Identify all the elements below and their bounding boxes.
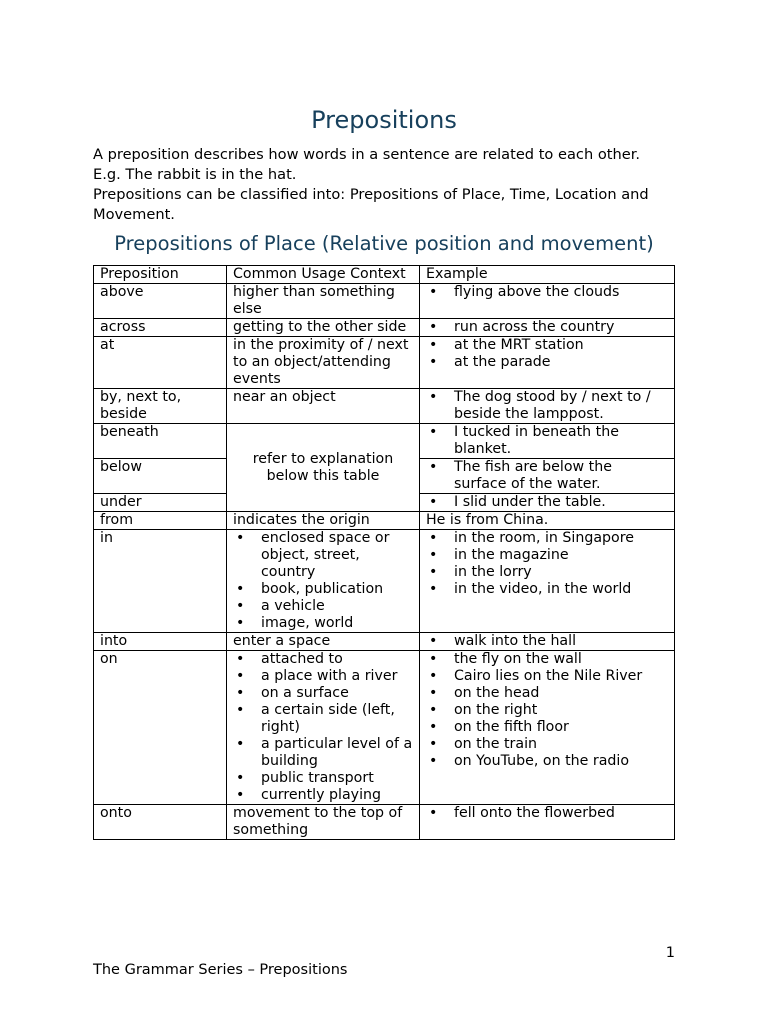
preposition-cell: from <box>94 512 227 530</box>
example-cell <box>420 424 675 459</box>
example-item: • in the lorry <box>426 564 668 581</box>
context-item: • public transport <box>233 770 413 787</box>
context-item: • a particular level of a building <box>233 736 413 770</box>
context-cell <box>227 651 420 805</box>
table-row <box>94 512 675 530</box>
table-row <box>94 284 675 319</box>
context-cell: indicates the origin <box>227 512 420 530</box>
example-cell <box>420 494 675 512</box>
context-cell-merged: refer to explanation below this table <box>227 424 420 512</box>
context-item: • a vehicle <box>233 598 413 615</box>
header-preposition: Preposition <box>94 266 227 284</box>
example-cell <box>420 633 675 651</box>
example-cell <box>420 319 675 337</box>
context-item: • a certain side (left, right) <box>233 702 413 736</box>
example-cell <box>420 284 675 319</box>
preposition-cell: into <box>94 633 227 651</box>
table-row <box>94 424 675 459</box>
preposition-cell: onto <box>94 805 227 840</box>
context-item: • image, world <box>233 615 413 632</box>
context-cell: in the proximity of / next to an object/attending events <box>227 337 420 389</box>
example-item: • I tucked in beneath the blanket. <box>426 424 668 458</box>
example-cell <box>420 459 675 494</box>
table-row <box>94 337 675 389</box>
table-row <box>94 633 675 651</box>
header-context: Common Usage Context <box>227 266 420 284</box>
prepositions-table <box>93 265 675 840</box>
page-title: Prepositions <box>311 106 457 134</box>
example-cell: He is from China. <box>420 512 675 530</box>
context-item: • currently playing <box>233 787 413 804</box>
example-item: • The fish are below the surface of the water. <box>426 459 668 493</box>
intro-line-example: E.g. The rabbit is in the hat. <box>93 166 297 183</box>
context-item: • attached to <box>233 651 413 668</box>
table-row <box>94 651 675 805</box>
table-row <box>94 805 675 840</box>
preposition-cell: by, next to, beside <box>94 389 227 424</box>
example-item: • on the fifth floor <box>426 719 668 736</box>
example-cell <box>420 337 675 389</box>
page-footer: The Grammar Series – Prepositions <box>93 962 348 978</box>
example-item: • fell onto the flowerbed <box>426 805 668 822</box>
intro-line-definition: A preposition describes how words in a sentence are related to each other. <box>93 146 641 163</box>
page-number: 1 <box>665 945 675 961</box>
context-cell: higher than something else <box>227 284 420 319</box>
example-item: • on the train <box>426 736 668 753</box>
example-item: • in the video, in the world <box>426 581 668 598</box>
example-item: • walk into the hall <box>426 633 668 650</box>
context-item: • on a surface <box>233 685 413 702</box>
example-item: • on YouTube, on the radio <box>426 753 668 770</box>
example-item: • run across the country <box>426 319 668 336</box>
example-item: • Cairo lies on the Nile River <box>426 668 668 685</box>
example-item: • at the parade <box>426 354 668 371</box>
preposition-cell: at <box>94 337 227 389</box>
header-example: Example <box>420 266 675 284</box>
example-cell <box>420 805 675 840</box>
context-item: • a place with a river <box>233 668 413 685</box>
context-cell: enter a space <box>227 633 420 651</box>
example-item: • on the head <box>426 685 668 702</box>
preposition-cell: below <box>94 459 227 494</box>
example-cell <box>420 530 675 633</box>
example-item: • The dog stood by / next to / beside the lamppost. <box>426 389 668 423</box>
table-row <box>94 389 675 424</box>
example-item: • in the magazine <box>426 547 668 564</box>
example-item: • in the room, in Singapore <box>426 530 668 547</box>
preposition-cell: above <box>94 284 227 319</box>
section-title: Prepositions of Place (Relative position and movement) <box>114 232 654 255</box>
table-header-row <box>94 266 675 284</box>
example-cell <box>420 651 675 805</box>
table-row <box>94 530 675 633</box>
preposition-cell: across <box>94 319 227 337</box>
preposition-cell: on <box>94 651 227 805</box>
example-cell <box>420 389 675 424</box>
context-cell: near an object <box>227 389 420 424</box>
context-cell: movement to the top of something <box>227 805 420 840</box>
example-item: • at the MRT station <box>426 337 668 354</box>
preposition-cell: beneath <box>94 424 227 459</box>
preposition-cell: in <box>94 530 227 633</box>
context-item: • enclosed space or object, street, country <box>233 530 413 581</box>
table-row <box>94 319 675 337</box>
intro-paragraph <box>93 145 683 225</box>
preposition-cell: under <box>94 494 227 512</box>
example-item: • on the right <box>426 702 668 719</box>
context-cell: getting to the other side <box>227 319 420 337</box>
context-cell <box>227 530 420 633</box>
example-item: • the fly on the wall <box>426 651 668 668</box>
example-item: • flying above the clouds <box>426 284 668 301</box>
example-item: • I slid under the table. <box>426 494 668 511</box>
context-item: • book, publication <box>233 581 413 598</box>
intro-line-classification: Prepositions can be classified into: Prepositions of Place, Time, Location and Movement. <box>93 186 649 223</box>
